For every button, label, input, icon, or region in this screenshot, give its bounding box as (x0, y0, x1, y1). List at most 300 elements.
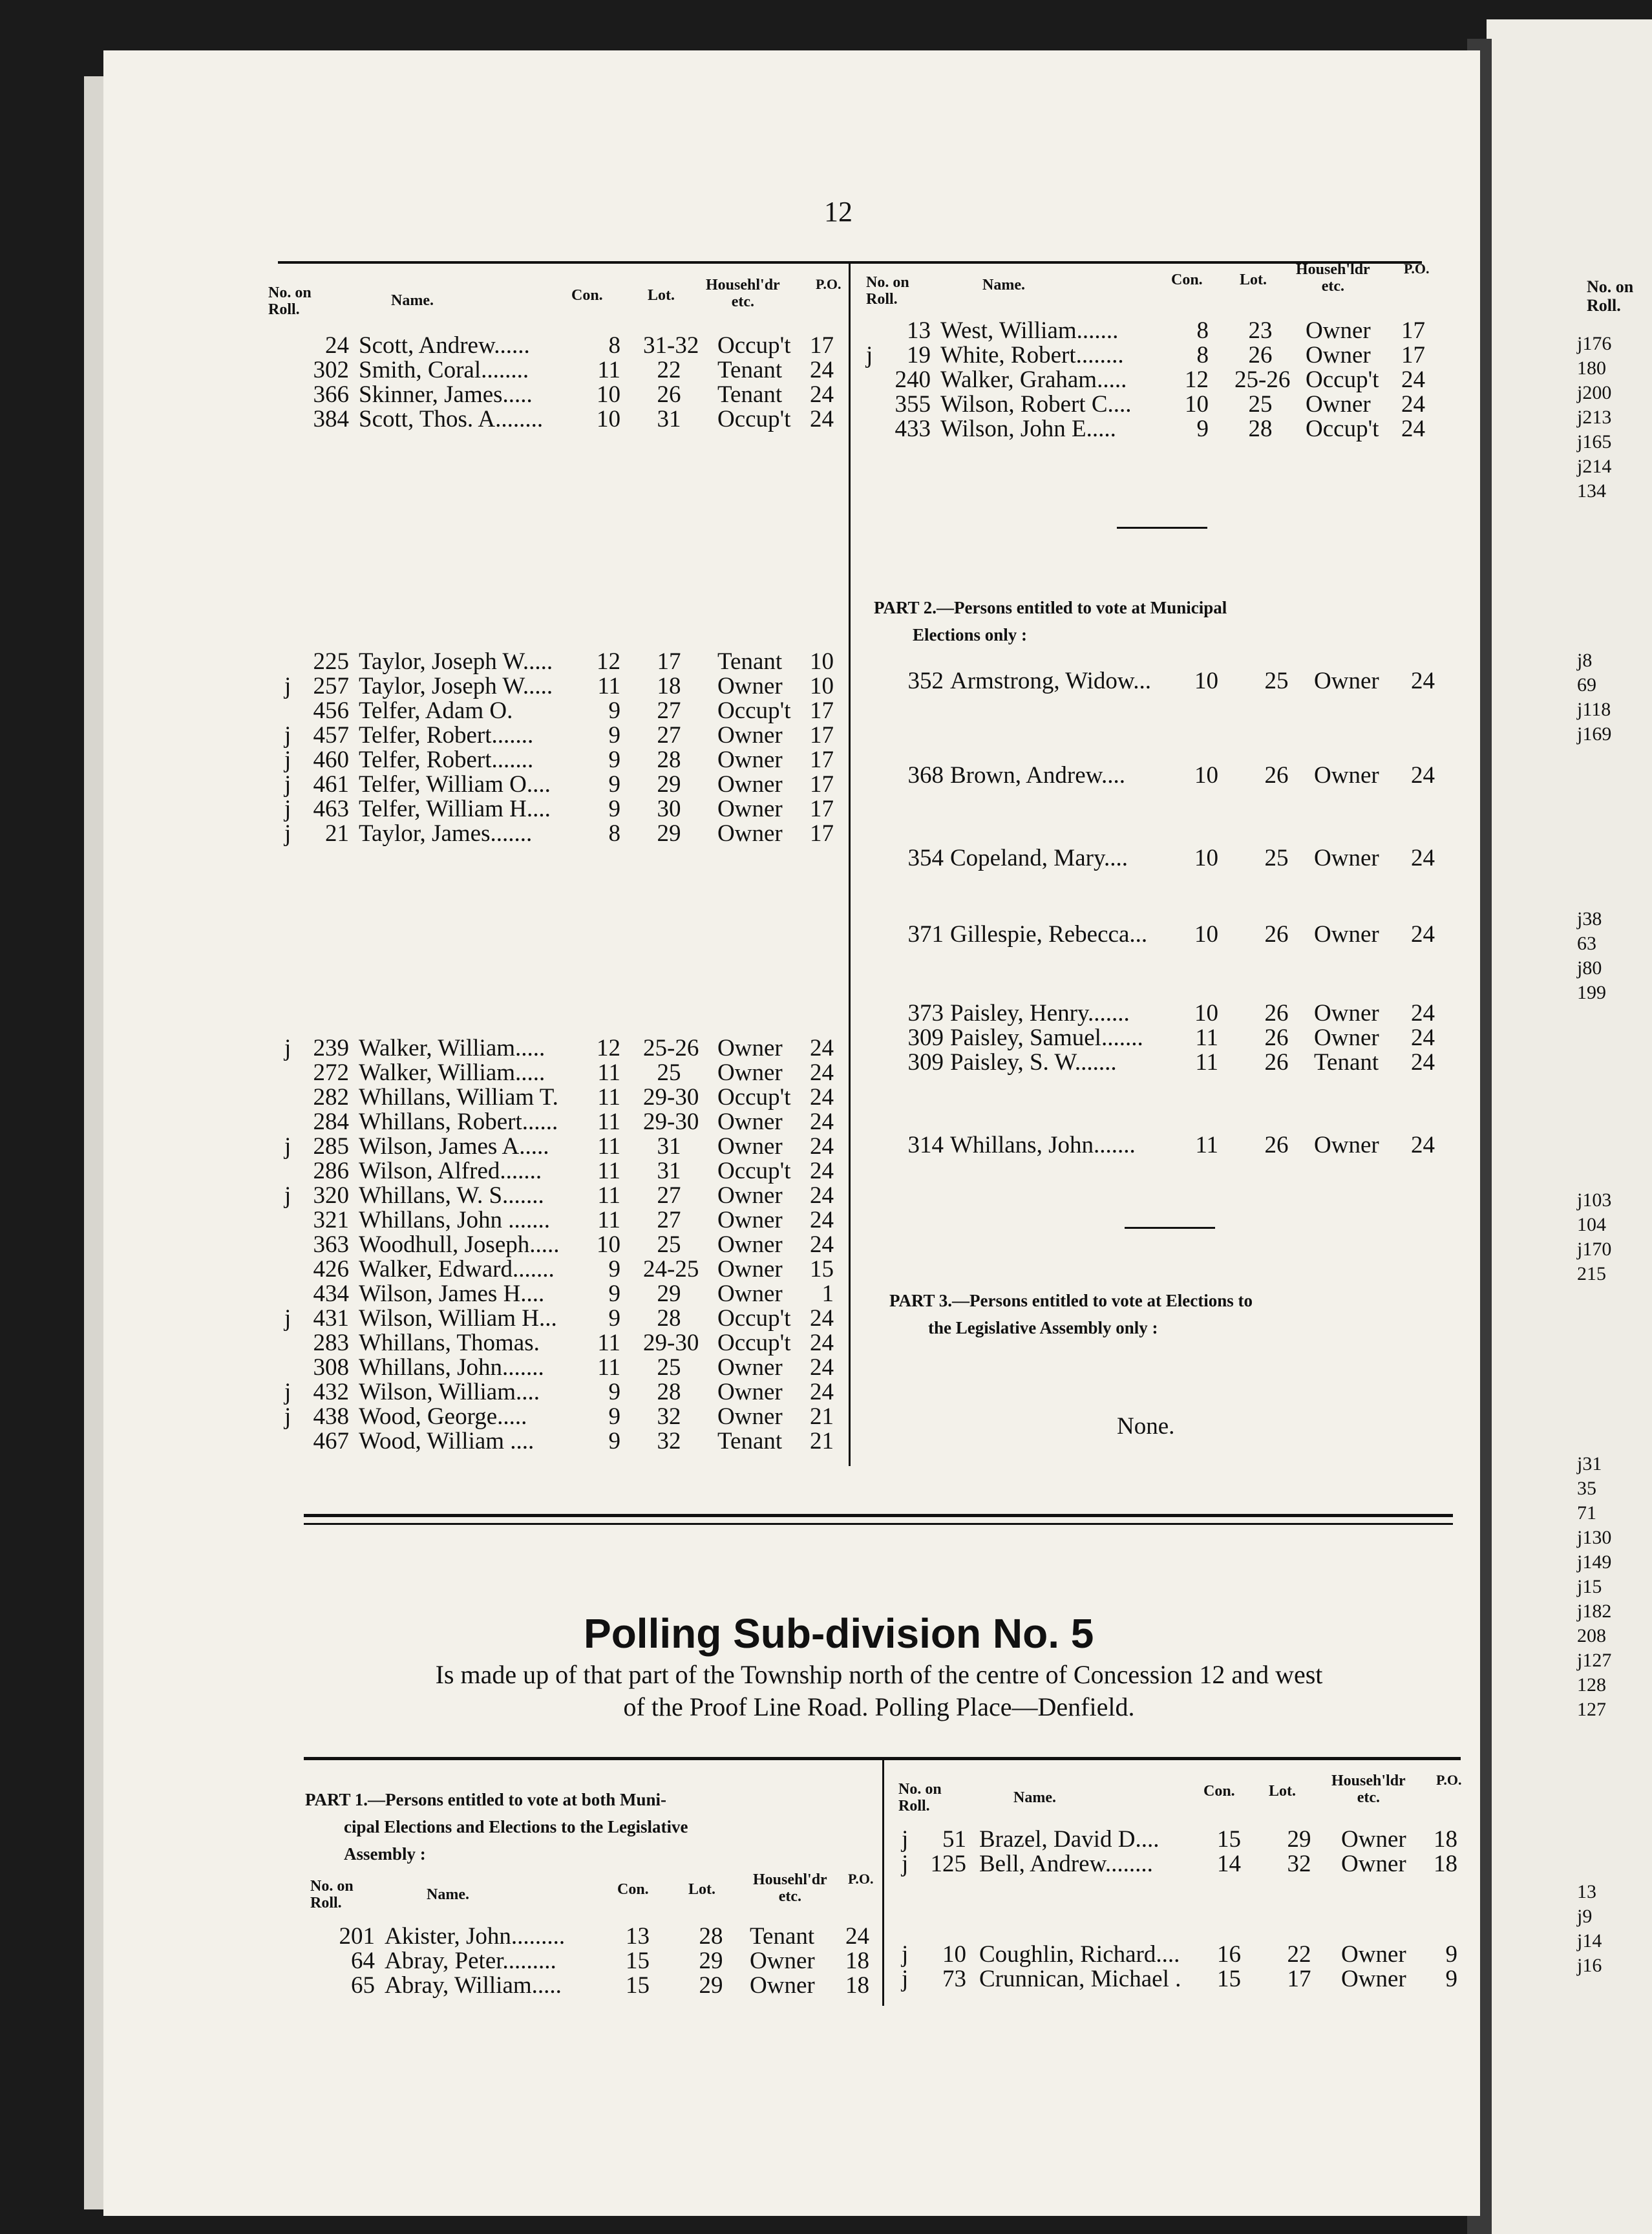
concession: 11 (597, 1330, 620, 1356)
joint-marker: j (1577, 723, 1583, 745)
table-row (278, 771, 860, 798)
table-row (885, 1131, 1467, 1156)
roll-number: 433 (895, 416, 931, 442)
joint-marker: j (284, 820, 291, 847)
joint-marker: j (284, 1379, 291, 1405)
joint-marker: j (1577, 1551, 1583, 1573)
roll-number: 38 (1582, 908, 1602, 930)
voter-name: Whillans, Thomas. (359, 1330, 540, 1356)
joint-marker: j (1577, 1650, 1583, 1671)
section-title: Polling Sub-division No. 5 (584, 1610, 1094, 1657)
voter-name: Wood, William .... (359, 1428, 535, 1454)
concession: 10 (1185, 391, 1209, 418)
post-office: 21 (810, 1428, 834, 1454)
roll-number: 13 (907, 317, 931, 344)
post-office: 24 (810, 1182, 834, 1209)
roll-number: 426 (313, 1256, 349, 1282)
roll-number: 127 (1577, 1699, 1606, 1720)
voter-name: Taylor, James....... (359, 820, 533, 847)
table-row (304, 1972, 885, 1999)
concession: 15 (626, 1972, 650, 1999)
voter-name: Bell, Andrew........ (979, 1851, 1153, 1877)
lot: 31 (657, 1158, 681, 1184)
lot: 26 (1264, 1132, 1289, 1158)
voter-name: Wilson, Alfred....... (359, 1158, 542, 1184)
table-row (885, 999, 1467, 1027)
table-row (278, 1206, 860, 1231)
concession: 10 (1194, 1000, 1218, 1027)
part3-heading: PART 3.—Persons entitled to vote at Elections to the Legislative Assembly only : (889, 1291, 1253, 1337)
lot: 25-26 (1234, 367, 1291, 393)
concession: 11 (1195, 1049, 1218, 1076)
roll-number: 51 (942, 1826, 966, 1853)
lot: 29 (657, 820, 681, 847)
lot: 27 (657, 722, 681, 749)
lot: 25 (1264, 845, 1289, 871)
roll-number: 130 (1582, 1527, 1612, 1548)
roll-number: 355 (895, 391, 931, 418)
householder-status: Owner (717, 1403, 783, 1430)
table-row (860, 341, 1441, 366)
table-row (895, 1941, 1477, 1968)
concession: 9 (608, 722, 620, 749)
joint-marker: j (284, 1035, 291, 1061)
table-row (278, 1108, 860, 1133)
lot: 25 (1248, 391, 1273, 418)
lot: 25 (657, 1354, 681, 1381)
roll-number: 9 (1582, 1906, 1593, 1927)
strip-row (1577, 456, 1652, 479)
concession: 8 (608, 332, 620, 359)
table-row (278, 721, 860, 749)
voter-name: Walker, Edward....... (359, 1256, 555, 1282)
lot: 26 (1264, 1025, 1289, 1051)
roll-number: 460 (313, 747, 349, 773)
header-con: Con. (571, 287, 603, 304)
strip-row (1577, 1478, 1652, 1501)
roll-number: 432 (313, 1379, 349, 1405)
roll-number: 71 (1577, 1502, 1596, 1524)
strip-row (1577, 1625, 1652, 1648)
householder-status: Occup't (717, 1158, 791, 1184)
post-office: 24 (810, 1305, 834, 1332)
concession: 11 (597, 1158, 620, 1184)
lot: 26 (1264, 762, 1289, 789)
roll-number: 64 (351, 1948, 375, 1974)
concession: 11 (597, 357, 620, 383)
table-row (860, 366, 1441, 393)
short-divider (1125, 1227, 1215, 1229)
joint-marker: j (1577, 1453, 1583, 1474)
header-name-right: Name. (982, 277, 1025, 293)
voter-name: Wilson, William.... (359, 1379, 540, 1405)
table-row (895, 1850, 1477, 1875)
strip-header: No. on Roll. (1587, 277, 1634, 315)
s5-header-householder: Househl'dr etc. (753, 1871, 827, 1906)
concession: 10 (597, 381, 620, 408)
householder-status: Owner (1314, 845, 1379, 871)
roll-number: 215 (1577, 1263, 1606, 1284)
strip-row (1577, 1955, 1652, 1978)
table-row (885, 1048, 1467, 1076)
roll-number: 208 (1577, 1625, 1606, 1646)
lot: 28 (657, 747, 681, 773)
table-row (885, 667, 1467, 692)
section-rule (304, 1523, 1453, 1525)
lot: 29-30 (643, 1109, 699, 1135)
lot: 22 (657, 357, 681, 383)
voter-name: Paisley, S. W....... (950, 1049, 1117, 1076)
post-office: 24 (810, 406, 834, 432)
strip-row (1577, 650, 1652, 673)
strip-row (1577, 1502, 1652, 1526)
householder-status: Owner (1306, 317, 1371, 344)
voter-name: Scott, Thos. A........ (359, 406, 544, 432)
concession: 11 (597, 1207, 620, 1233)
roll-number: 438 (313, 1403, 349, 1430)
householder-status: Owner (717, 1035, 783, 1061)
joint-marker: j (1577, 957, 1583, 979)
s5-header-name: Name. (427, 1886, 469, 1903)
voter-name: Wilson, James H.... (359, 1281, 545, 1307)
roll-number: 434 (313, 1281, 349, 1307)
lot: 26 (1264, 1049, 1289, 1076)
post-office: 24 (810, 1133, 834, 1160)
concession: 15 (626, 1948, 650, 1974)
lot: 23 (1248, 317, 1273, 344)
roll-number: 14 (1582, 1930, 1602, 1952)
joint-marker: j (284, 796, 291, 822)
post-office: 18 (845, 1972, 869, 1999)
voter-name: Wilson, James A..... (359, 1133, 549, 1160)
table-row (278, 1231, 860, 1258)
roll-number: 321 (313, 1207, 349, 1233)
voter-name: Coughlin, Richard.... (979, 1941, 1180, 1968)
joint-marker: j (1577, 1601, 1583, 1622)
concession: 13 (626, 1923, 650, 1950)
post-office: 24 (1411, 1132, 1435, 1158)
lot: 29 (657, 771, 681, 798)
voter-name: Paisley, Henry....... (950, 1000, 1130, 1027)
roll-number: 170 (1582, 1239, 1612, 1260)
part2-heading: PART 2.—Persons entitled to vote at Municipal Elections only : (874, 598, 1227, 644)
joint-marker: j (1577, 456, 1583, 477)
lot: 22 (1287, 1941, 1311, 1968)
roll-number: 63 (1577, 933, 1596, 954)
householder-status: Occup't (717, 332, 791, 359)
table-row (860, 415, 1441, 440)
post-office: 24 (810, 1354, 834, 1381)
roll-number: 176 (1582, 333, 1612, 354)
post-office: 15 (810, 1256, 834, 1282)
post-office: 24 (1411, 762, 1435, 789)
roll-number: 384 (313, 406, 349, 432)
post-office: 24 (810, 1330, 834, 1356)
householder-status: Owner (717, 747, 783, 773)
post-office: 24 (1401, 367, 1425, 393)
roll-number: 134 (1577, 480, 1606, 502)
householder-status: Tenant (717, 1428, 783, 1454)
voter-name: White, Robert........ (940, 342, 1124, 368)
concession: 10 (597, 406, 620, 432)
table-row (278, 1182, 860, 1209)
lot: 17 (1287, 1966, 1311, 1992)
householder-status: Owner (717, 1133, 783, 1160)
table-row (885, 920, 1467, 948)
voter-name: Abray, Peter......... (385, 1948, 556, 1974)
strip-row (1577, 480, 1652, 504)
voter-name: Walker, William..... (359, 1059, 545, 1086)
joint-marker: j (1577, 1906, 1583, 1927)
concession: 11 (597, 1059, 620, 1086)
roll-number: 10 (942, 1941, 966, 1968)
header-householder-right: Househ'ldr etc. (1296, 261, 1370, 295)
concession: 14 (1217, 1851, 1241, 1877)
concession: 9 (608, 697, 620, 724)
strip-row (1577, 1699, 1652, 1722)
roll-number: 8 (1582, 650, 1593, 671)
header-po-right: P.O. (1404, 261, 1430, 277)
voter-name: Taylor, Joseph W..... (359, 673, 553, 699)
lot: 29-30 (643, 1084, 699, 1111)
strip-row (1577, 1674, 1652, 1697)
voter-name: Crunnican, Michael . (979, 1966, 1181, 1992)
header-householder: Househl'dr etc. (706, 277, 780, 311)
concession: 11 (597, 1182, 620, 1209)
table-row (278, 1329, 860, 1354)
joint-marker: j (902, 1941, 909, 1968)
roll-number: 366 (313, 381, 349, 408)
householder-status: Occup't (1306, 367, 1379, 393)
lot: 18 (657, 673, 681, 699)
householder-status: Occup't (1306, 416, 1379, 442)
householder-status: Owner (1341, 1826, 1406, 1853)
roll-number: 320 (313, 1182, 349, 1209)
table-row (860, 390, 1441, 418)
post-office: 17 (810, 747, 834, 773)
joint-marker: j (1577, 1527, 1583, 1548)
strip-row (1577, 933, 1652, 956)
roll-number: 283 (313, 1330, 349, 1356)
roll-number: 456 (313, 697, 349, 724)
concession: 9 (1196, 416, 1209, 442)
roll-number: 128 (1577, 1674, 1606, 1696)
strip-row (1577, 699, 1652, 722)
householder-status: Owner (750, 1972, 815, 1999)
joint-marker: j (284, 1305, 291, 1332)
householder-status: Owner (717, 1281, 783, 1307)
roll-number: 309 (907, 1049, 944, 1076)
concession: 9 (608, 771, 620, 798)
section-description: Is made up of that part of the Township north of the centre of Concession 12 and west of the Proof Line Road. Polling Place—Denfield. (435, 1660, 1323, 1721)
voter-name: West, William....... (940, 317, 1119, 344)
roll-number: 73 (942, 1966, 966, 1992)
header-po: P.O. (816, 276, 842, 292)
lot: 26 (1264, 921, 1289, 948)
table-row (278, 1255, 860, 1280)
strip-row (1577, 1576, 1652, 1599)
roll-number: 314 (907, 1132, 944, 1158)
roll-number: 368 (907, 762, 944, 789)
concession: 12 (1185, 367, 1209, 393)
post-office: 24 (810, 1059, 834, 1086)
header-lot-right: Lot. (1240, 271, 1267, 288)
lot: 25 (657, 1059, 681, 1086)
joint-marker: j (902, 1966, 909, 1992)
householder-status: Occup't (717, 1330, 791, 1356)
post-office: 24 (810, 1379, 834, 1405)
householder-status: Occup't (717, 406, 791, 432)
concession: 9 (608, 1379, 620, 1405)
post-office: 1 (821, 1281, 834, 1307)
strip-row (1577, 382, 1652, 405)
householder-status: Owner (1314, 762, 1379, 789)
householder-status: Owner (717, 796, 783, 822)
strip-row (1577, 431, 1652, 454)
post-office: 9 (1445, 1966, 1457, 1992)
voter-name: Telfer, Robert....... (359, 722, 534, 749)
householder-status: Occup't (717, 1084, 791, 1111)
roll-number: 19 (907, 342, 931, 368)
householder-status: Owner (1341, 1851, 1406, 1877)
table-row (278, 1378, 860, 1403)
roll-number: 308 (313, 1354, 349, 1381)
strip-row (1577, 1930, 1652, 1953)
table-row (278, 746, 860, 771)
householder-status: Owner (717, 1379, 783, 1405)
lot: 28 (1248, 416, 1273, 442)
roll-number: 125 (930, 1851, 966, 1877)
householder-status: Owner (1314, 921, 1379, 948)
s5-header-lot: Lot. (688, 1881, 715, 1898)
householder-status: Occup't (717, 1305, 791, 1332)
roll-number: 213 (1582, 407, 1612, 428)
lot: 28 (699, 1923, 723, 1950)
joint-marker: j (866, 342, 873, 368)
voter-name: Wilson, Robert C.... (940, 391, 1132, 418)
roll-number: 65 (351, 1972, 375, 1999)
post-office: 17 (810, 771, 834, 798)
roll-number: 225 (313, 648, 349, 675)
voter-name: Whillans, John ....... (359, 1207, 550, 1233)
joint-marker: j (1577, 1955, 1583, 1976)
concession: 9 (608, 796, 620, 822)
post-office: 17 (810, 697, 834, 724)
post-office: 18 (1434, 1826, 1457, 1853)
lot: 32 (657, 1403, 681, 1430)
roll-number: 35 (1577, 1478, 1596, 1499)
roll-number: 24 (325, 332, 349, 359)
roll-number: 457 (313, 722, 349, 749)
lot: 25-26 (643, 1035, 699, 1061)
concession: 10 (597, 1231, 620, 1258)
joint-marker: j (284, 1182, 291, 1209)
voter-name: Telfer, Adam O. (359, 697, 513, 724)
householder-status: Tenant (717, 648, 783, 675)
householder-status: Owner (717, 673, 783, 699)
householder-status: Tenant (750, 1923, 815, 1950)
strip-row (1577, 1263, 1652, 1286)
strip-row (1577, 723, 1652, 747)
post-office: 17 (810, 820, 834, 847)
concession: 10 (1194, 762, 1218, 789)
householder-status: Owner (1341, 1966, 1406, 1992)
lot: 32 (657, 1428, 681, 1454)
joint-marker: j (1577, 650, 1583, 671)
roll-number: 214 (1582, 456, 1612, 477)
strip-row (1577, 1189, 1652, 1213)
table-row (278, 795, 860, 820)
post-office: 9 (1445, 1941, 1457, 1968)
roll-number: 282 (313, 1084, 349, 1111)
strip-row (1577, 674, 1652, 697)
roll-number: 240 (895, 367, 931, 393)
s5-header-po: P.O. (848, 1871, 874, 1887)
concession: 11 (597, 1109, 620, 1135)
concession: 15 (1217, 1966, 1241, 1992)
roll-number: 352 (907, 668, 944, 694)
voter-name: Paisley, Samuel....... (950, 1025, 1143, 1051)
short-divider (1117, 527, 1207, 529)
s5-header-con-right: Con. (1203, 1783, 1235, 1800)
roll-number: 257 (313, 673, 349, 699)
strip-row (1577, 1881, 1652, 1904)
part3-none: None. (1117, 1413, 1175, 1440)
table-row (278, 648, 860, 675)
post-office: 10 (810, 673, 834, 699)
post-office: 24 (810, 1084, 834, 1111)
householder-status: Owner (717, 1256, 783, 1282)
roll-number: 373 (907, 1000, 944, 1027)
roll-number: 467 (313, 1428, 349, 1454)
table-row (278, 1427, 860, 1452)
header-no-on-roll-right: No. on Roll. (866, 274, 909, 308)
table-row (278, 1354, 860, 1381)
roll-number: 371 (907, 921, 944, 948)
joint-marker: j (284, 771, 291, 798)
concession: 10 (1194, 668, 1218, 694)
lot: 24-25 (643, 1256, 699, 1282)
table-row (304, 1947, 885, 1972)
table-row (278, 332, 860, 359)
joint-marker: j (1577, 699, 1583, 720)
table-row (895, 1825, 1477, 1853)
householder-status: Owner (717, 722, 783, 749)
post-office: 24 (1401, 416, 1425, 442)
strip-row (1577, 357, 1652, 381)
joint-marker: j (902, 1851, 909, 1877)
roll-number: 180 (1577, 357, 1606, 379)
roll-number: 284 (313, 1109, 349, 1135)
lot: 28 (657, 1379, 681, 1405)
householder-status: Owner (717, 1059, 783, 1086)
post-office: 17 (1401, 317, 1425, 344)
roll-number: 461 (313, 771, 349, 798)
strip-row (1577, 957, 1652, 981)
post-office: 17 (810, 722, 834, 749)
joint-marker: j (284, 747, 291, 773)
joint-marker: j (284, 1403, 291, 1430)
householder-status: Owner (717, 1109, 783, 1135)
roll-number: 201 (339, 1923, 375, 1950)
post-office: 17 (810, 796, 834, 822)
lot: 27 (657, 1182, 681, 1209)
post-office: 24 (810, 1035, 834, 1061)
joint-marker: j (1577, 908, 1583, 930)
concession: 10 (1194, 845, 1218, 871)
voter-name: Skinner, James..... (359, 381, 533, 408)
post-office: 24 (845, 1923, 869, 1950)
